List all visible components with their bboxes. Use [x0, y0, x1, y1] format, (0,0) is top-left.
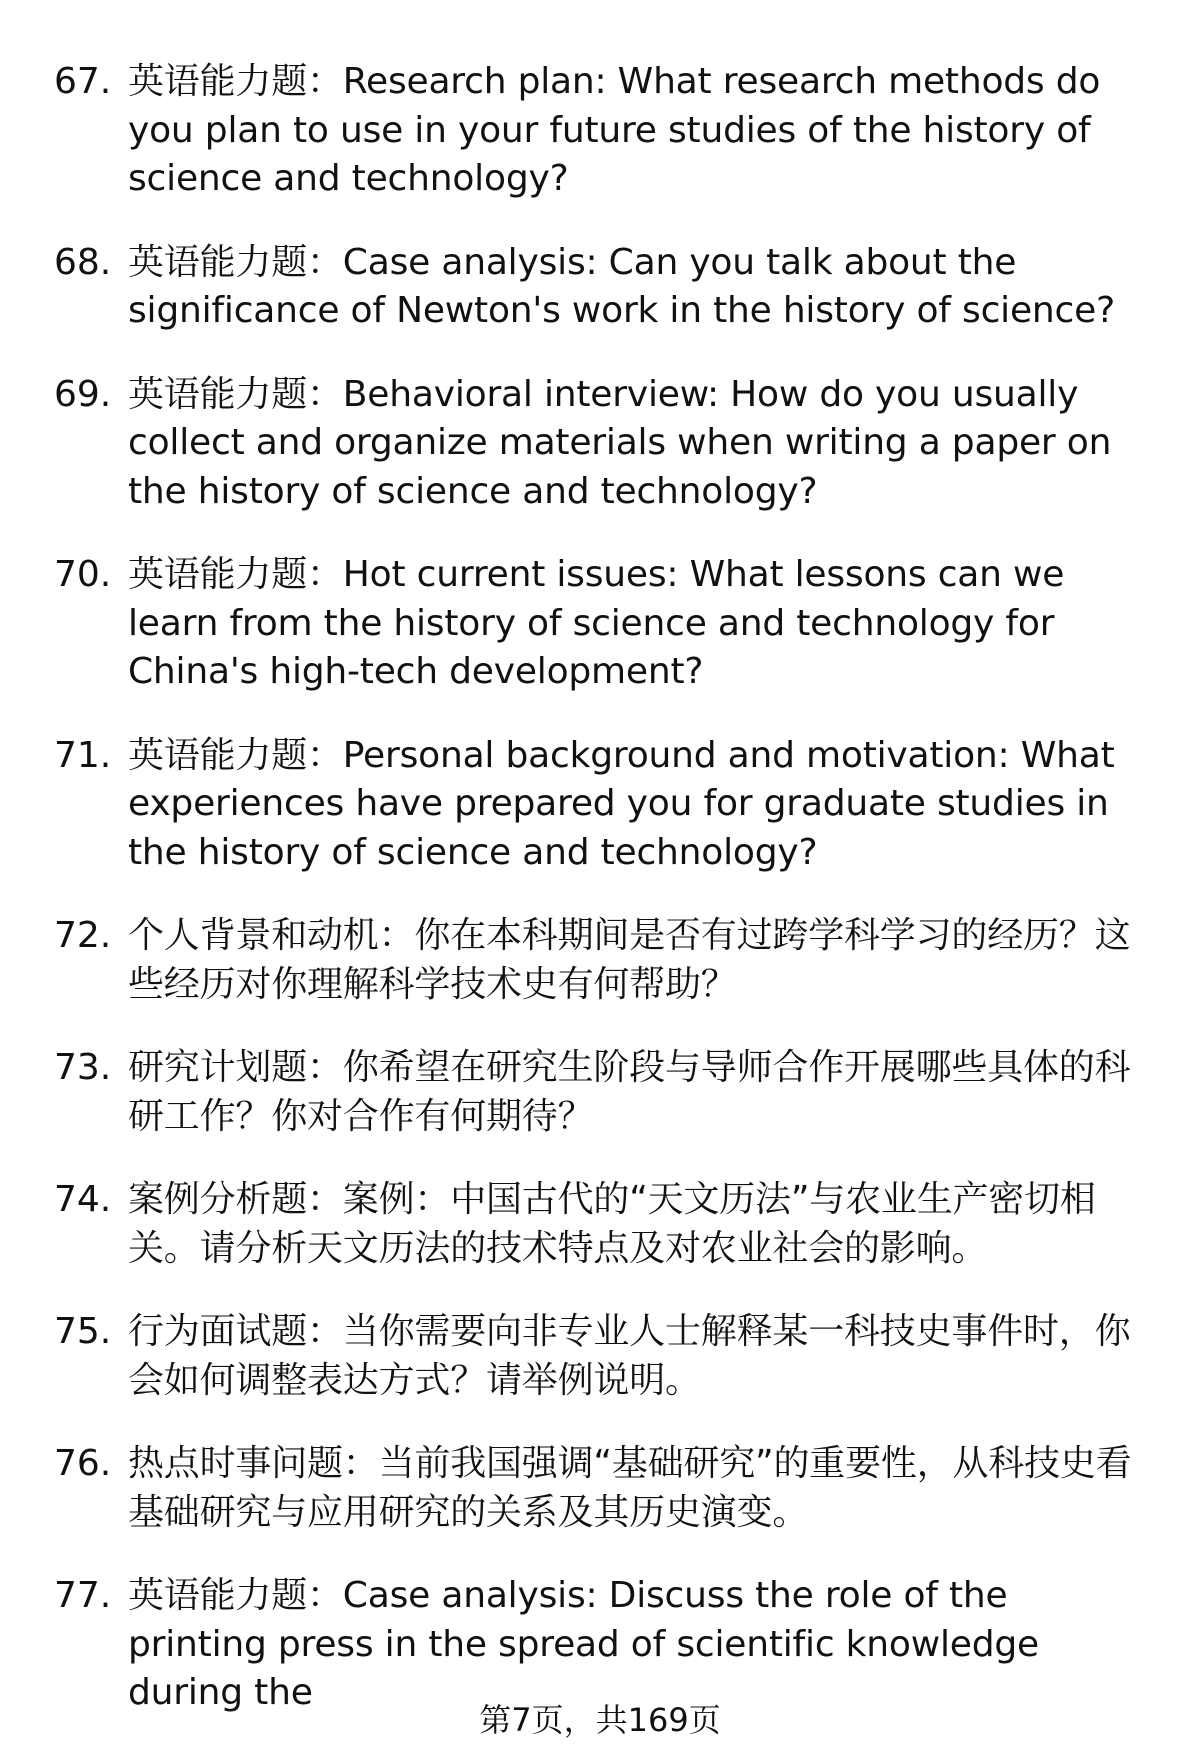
question-number: 76. — [54, 1443, 112, 1484]
question-item-67 — [54, 58, 1154, 204]
question-number: 67. — [54, 61, 112, 102]
question-number: 70. — [54, 554, 112, 595]
question-item-76 — [54, 1440, 1154, 1537]
question-text: 行为面试题：当你需要向非专业人士解释某一科技史事件时，你会如何调整表达方式？请举例说明。 — [128, 1311, 1131, 1401]
question-number: 75. — [54, 1311, 112, 1352]
question-text: 热点时事问题：当前我国强调“基础研究”的重要性，从科技史看基础研究与应用研究的关系及其历史演变。 — [128, 1443, 1132, 1533]
question-number: 73. — [54, 1047, 112, 1088]
question-item-69 — [54, 371, 1154, 517]
question-item-72 — [54, 912, 1154, 1009]
question-number: 69. — [54, 373, 112, 415]
question-text: 英语能力题：Case analysis: Can you talk about the significance of Newton's work in the history of science? — [128, 241, 1115, 331]
question-text: 英语能力题：Case analysis: Discuss the role of the printing press in the spread of scientific knowledge during the — [128, 1575, 1039, 1713]
question-text: 个人背景和动机：你在本科期间是否有过跨学科学习的经历？这些经历对你理解科学技术史有何帮助？ — [128, 915, 1131, 1005]
question-item-75 — [54, 1308, 1154, 1405]
question-item-74 — [54, 1176, 1154, 1273]
question-list — [54, 58, 1154, 1713]
question-number: 71. — [54, 734, 112, 776]
question-number: 68. — [54, 241, 112, 283]
question-number: 72. — [54, 915, 112, 956]
question-item-70 — [54, 551, 1154, 697]
question-item-71 — [54, 732, 1154, 878]
question-text: 英语能力题：Research plan: What research methods do you plan to use in your future studies of the history of science and technology? — [128, 61, 1101, 199]
question-text: 英语能力题：Hot current issues: What lessons can we learn from the history of science and technology for China's high-tech development? — [128, 554, 1065, 692]
page-footer: 第7页，共169页 — [479, 1701, 721, 1739]
question-text: 研究计划题：你希望在研究生阶段与导师合作开展哪些具体的科研工作？你对合作有何期待？ — [128, 1047, 1131, 1137]
question-item-77 — [54, 1572, 1154, 1713]
question-number: 74. — [54, 1179, 112, 1220]
question-item-68 — [54, 239, 1154, 336]
question-text: 案例分析题：案例：中国古代的“天文历法”与农业生产密切相关。请分析天文历法的技术特点及对农业社会的影响。 — [128, 1179, 1096, 1269]
question-text: 英语能力题：Behavioral interview: How do you usually collect and organize materials when writing a paper on the history of science and technology? — [128, 373, 1112, 512]
question-text: 英语能力题：Personal background and motivation: What experiences have prepared you for graduate studies in the history of science and technology? — [128, 734, 1115, 873]
question-item-73 — [54, 1044, 1154, 1141]
question-number: 77. — [54, 1575, 112, 1616]
